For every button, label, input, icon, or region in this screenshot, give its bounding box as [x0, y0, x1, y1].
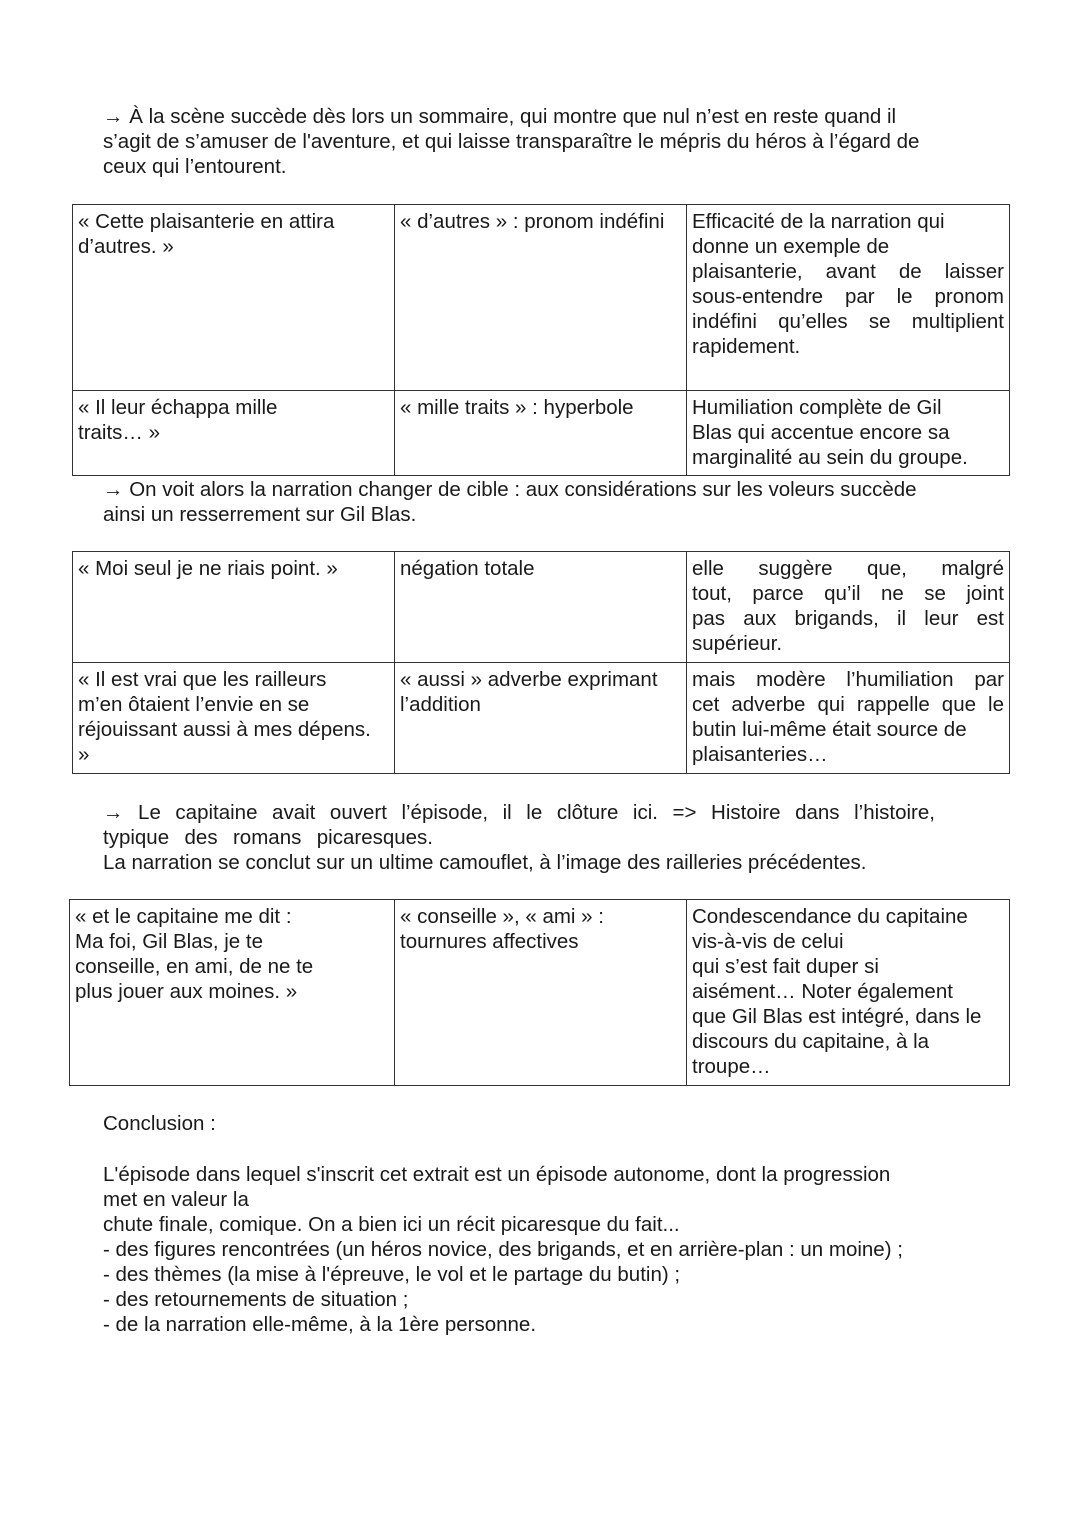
cell-line: qui s’est fait duper si	[692, 955, 879, 978]
analysis-cell	[687, 900, 1010, 1086]
cell-line: marginalité au sein du groupe.	[692, 446, 968, 469]
analysis-table-1	[72, 204, 1010, 476]
cell-line: discours du capitaine, à la	[692, 1030, 930, 1053]
cell-line: tout, parce qu’il ne se joint	[692, 582, 1004, 605]
cell-line: pas aux brigands, il leur est	[692, 607, 1004, 630]
cell-line: « aussi » adverbe exprimant	[400, 668, 658, 691]
cell-line: Blas qui accentue encore sa	[692, 421, 950, 444]
transition-line: ainsi un resserrement sur Gil Blas.	[103, 503, 417, 526]
conclusion-list-item: - de la narration elle-même, à la 1ère personne.	[103, 1313, 537, 1336]
cell-line: d’autres. »	[78, 235, 174, 258]
cell-line: « Il est vrai que les railleurs	[78, 668, 327, 691]
table-row	[73, 663, 1010, 774]
conclusion-line: met en valeur la	[103, 1188, 249, 1211]
cell-line: réjouissant aussi à mes dépens.	[78, 718, 371, 741]
cell-line: sous-entendre par le pronom	[692, 285, 1004, 308]
cell-line: « conseille », « ami » :	[400, 905, 604, 928]
cell-line: plus jouer aux moines. »	[75, 980, 298, 1003]
intro-line: → À la scène succède dès lors un sommaire, qui montre que nul n’est en reste quand il	[103, 105, 897, 128]
cell-line: traits… »	[78, 421, 161, 444]
transition-line: → On voit alors la narration changer de cible : aux considérations sur les voleurs succède	[103, 478, 917, 501]
transition-line: La narration se conclut sur un ultime camouflet, à l’image des railleries précédentes.	[103, 851, 867, 874]
transition-line: → Le capitaine avait ouvert l’épisode, il le clôture ici. => Histoire dans l’histoire,	[103, 801, 935, 824]
cell-line: négation totale	[400, 557, 535, 580]
quote-cell	[70, 900, 395, 1086]
analysis-table-2	[72, 551, 1010, 774]
table-row	[73, 391, 1010, 476]
transition-paragraph-2	[103, 800, 983, 875]
cell-line: troupe…	[692, 1055, 771, 1078]
quote-cell	[73, 391, 395, 476]
device-cell	[395, 663, 687, 774]
cell-line: plaisanterie, avant de laisser	[692, 260, 1004, 283]
intro-line: ceux qui l’entourent.	[103, 155, 287, 178]
conclusion-list-item: - des figures rencontrées (un héros novice, des brigands, et en arrière-plan : un moine) ;	[103, 1238, 903, 1261]
cell-line: indéfini qu’elles se multiplient	[692, 310, 1004, 333]
cell-line: butin lui-même était source de	[692, 718, 967, 741]
conclusion-line: L'épisode dans lequel s'inscrit cet extrait est un épisode autonome, dont la progression	[103, 1163, 891, 1186]
analysis-cell	[687, 552, 1010, 663]
cell-line: donne un exemple de	[692, 235, 890, 258]
cell-line: Humiliation complète de Gil	[692, 396, 942, 419]
cell-line: aisément… Noter également	[692, 980, 953, 1003]
cell-line: « Cette plaisanterie en attira	[78, 210, 335, 233]
cell-line: elle suggère que, malgré	[692, 557, 1004, 580]
cell-line: conseille, en ami, de ne te	[75, 955, 314, 978]
conclusion-heading	[103, 1111, 983, 1136]
cell-line: « mille traits » : hyperbole	[400, 396, 634, 419]
cell-line: »	[78, 743, 90, 766]
table-row	[70, 900, 1010, 1086]
cell-line: tournures affectives	[400, 930, 579, 953]
transition-line: typique des romans picaresques.	[103, 826, 433, 849]
cell-line: « Moi seul je ne riais point. »	[78, 557, 338, 580]
cell-line: que Gil Blas est intégré, dans le	[692, 1005, 982, 1028]
conclusion-list-item: - des retournements de situation ;	[103, 1288, 409, 1311]
table-row	[73, 205, 1010, 391]
device-cell	[395, 391, 687, 476]
conclusion-heading-text: Conclusion :	[103, 1112, 216, 1135]
cell-line: « d’autres » : pronom indéfini	[400, 210, 665, 233]
quote-cell	[73, 663, 395, 774]
device-cell	[395, 205, 687, 391]
device-cell	[395, 552, 687, 663]
cell-line: vis-à-vis de celui	[692, 930, 844, 953]
analysis-cell	[687, 391, 1010, 476]
cell-line: Ma foi, Gil Blas, je te	[75, 930, 263, 953]
analysis-cell	[687, 663, 1010, 774]
intro-line: s’agit de s’amuser de l'aventure, et qui laisse transparaître le mépris du héros à l’égard de	[103, 130, 920, 153]
quote-cell	[73, 205, 395, 391]
cell-line: plaisanteries…	[692, 743, 828, 766]
conclusion-list-item: - des thèmes (la mise à l'épreuve, le vol et le partage du butin) ;	[103, 1263, 681, 1286]
cell-line: m’en ôtaient l’envie en se	[78, 693, 310, 716]
cell-line: Efficacité de la narration qui	[692, 210, 945, 233]
analysis-cell	[687, 205, 1010, 391]
conclusion-line: chute finale, comique. On a bien ici un récit picaresque du fait...	[103, 1213, 680, 1236]
conclusion-paragraph	[103, 1162, 983, 1337]
device-cell	[395, 900, 687, 1086]
analysis-table-3	[69, 899, 1010, 1086]
transition-paragraph-1	[103, 477, 983, 527]
cell-line: mais modère l’humiliation par	[692, 668, 1004, 691]
cell-line: « et le capitaine me dit :	[75, 905, 292, 928]
cell-line: cet adverbe qui rappelle que le	[692, 693, 1004, 716]
cell-line: supérieur.	[692, 632, 783, 655]
table-row	[73, 552, 1010, 663]
cell-line: « Il leur échappa mille	[78, 396, 278, 419]
quote-cell	[73, 552, 395, 663]
cell-line: Condescendance du capitaine	[692, 905, 968, 928]
cell-line: rapidement.	[692, 335, 801, 358]
intro-paragraph	[103, 104, 983, 179]
cell-line: l’addition	[400, 693, 481, 716]
